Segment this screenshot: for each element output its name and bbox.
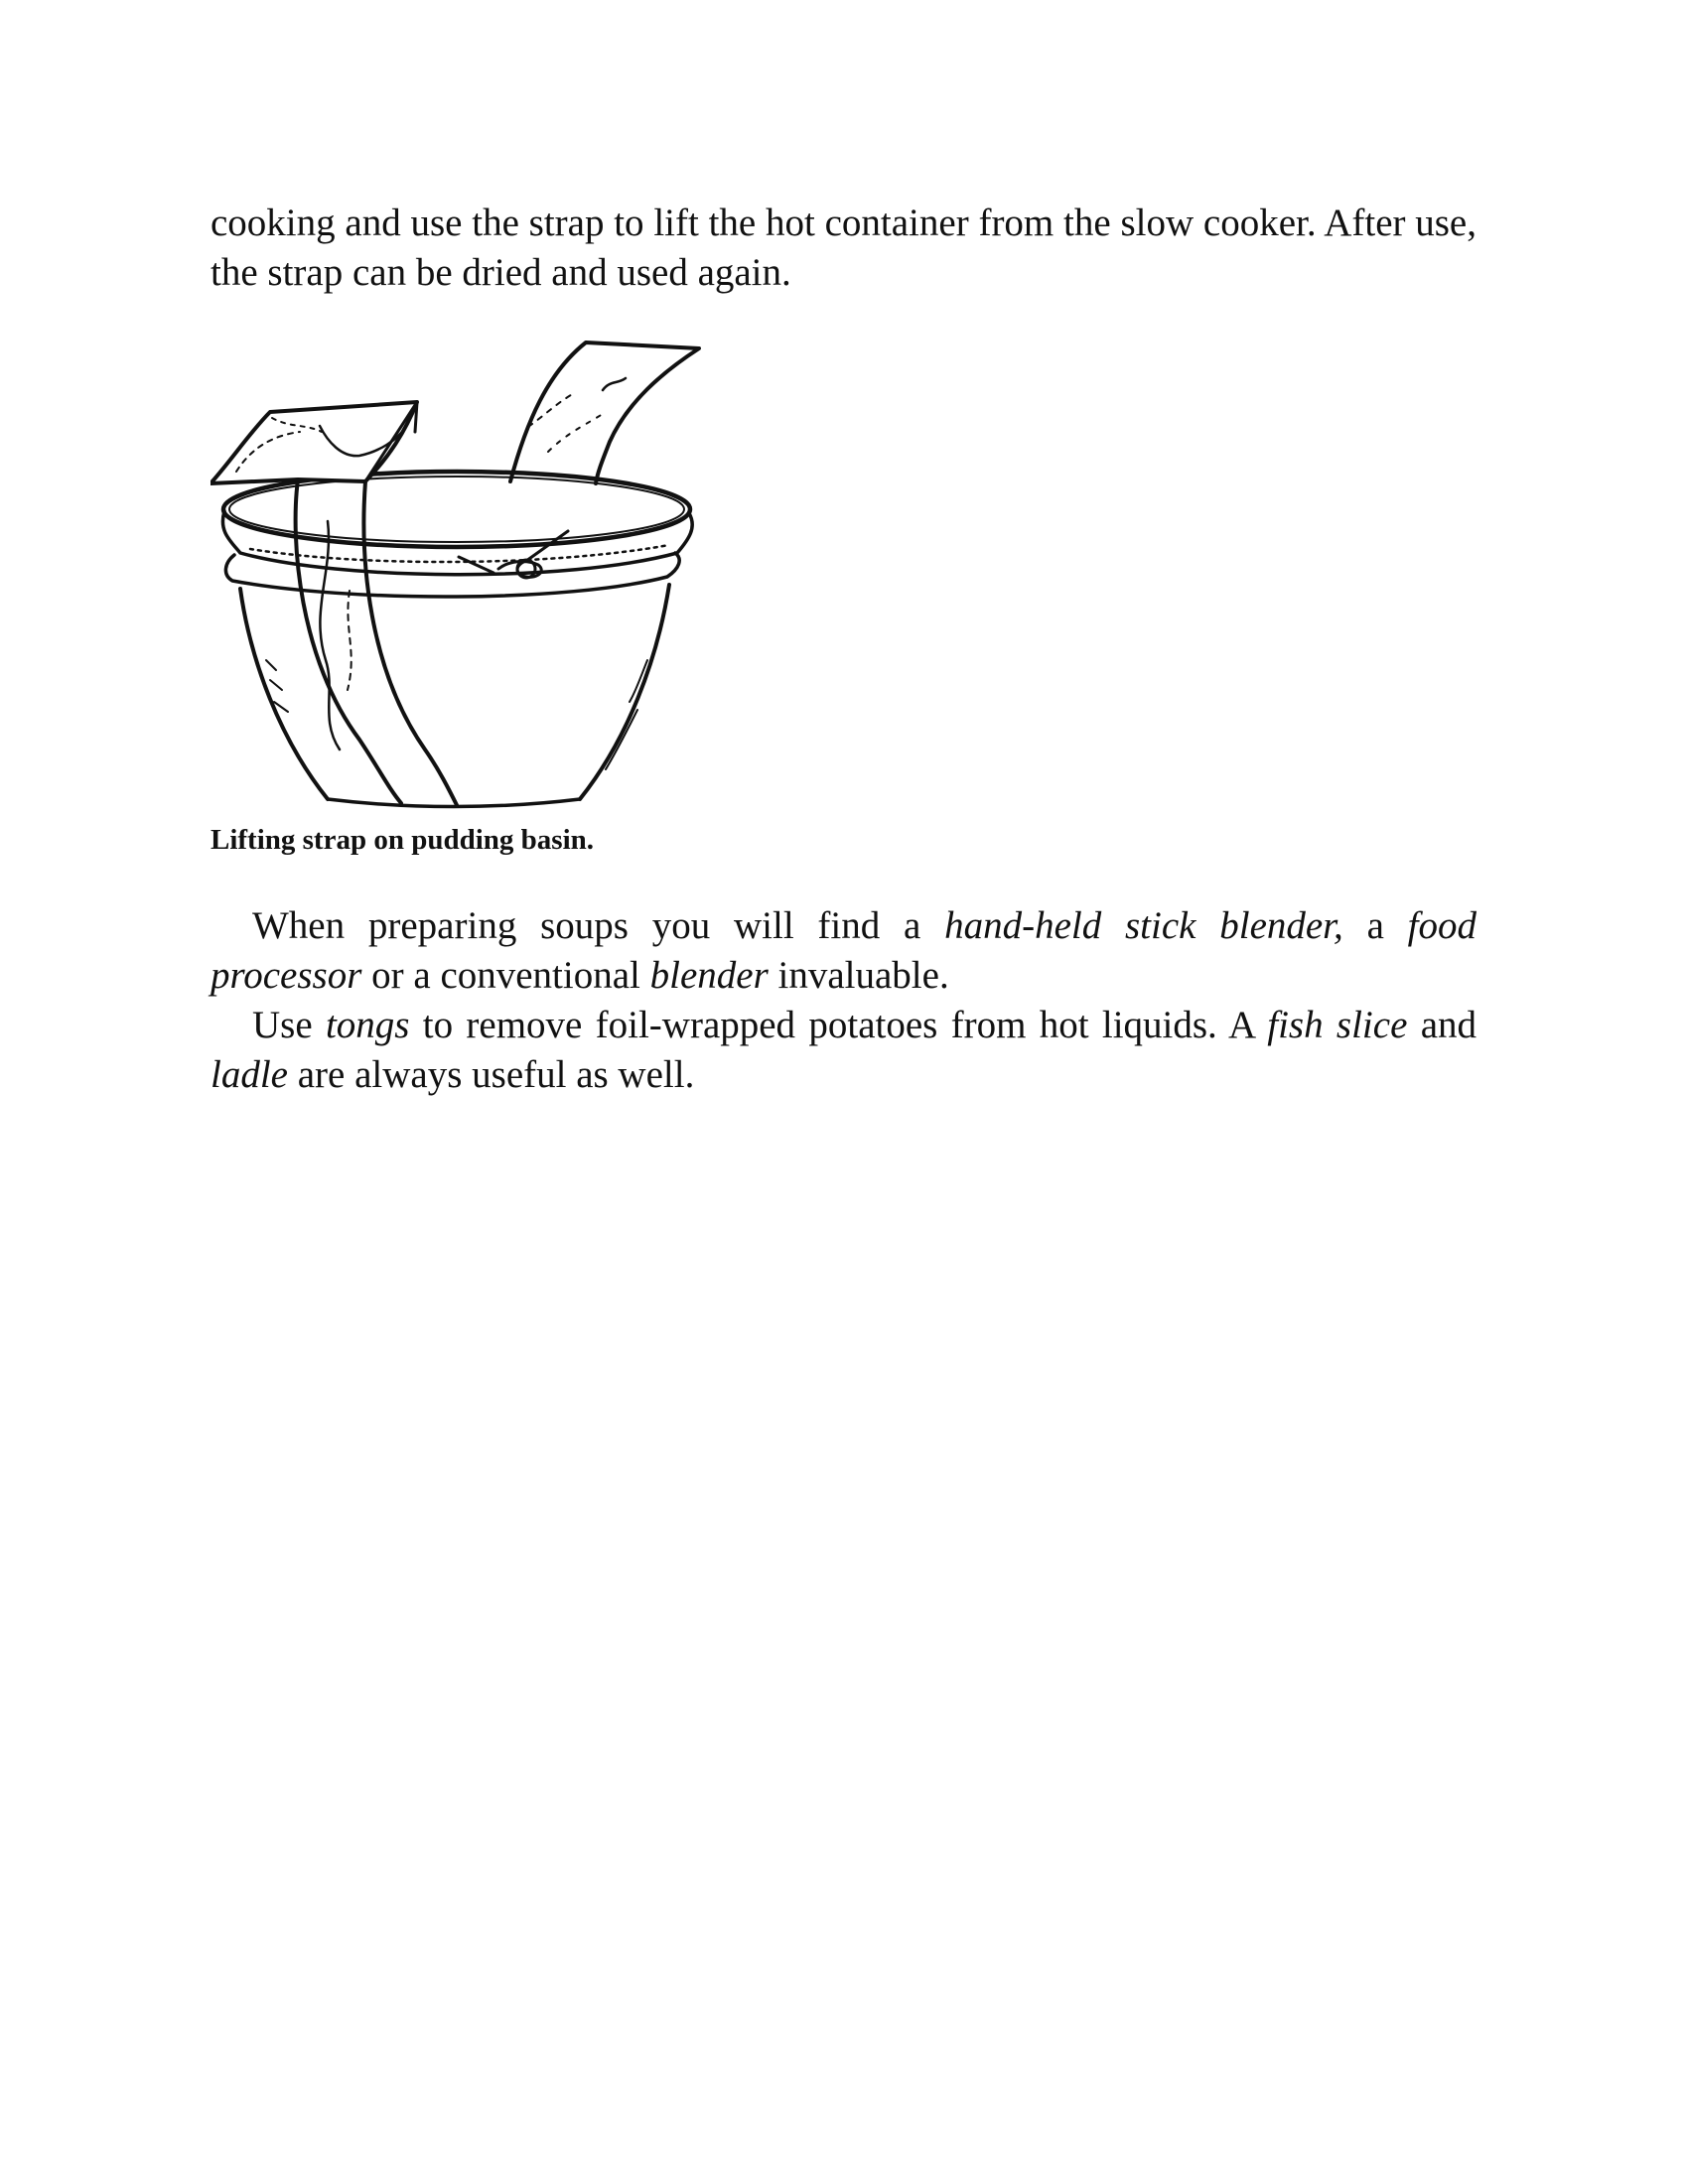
paragraph-text: Use — [252, 1004, 326, 1046]
italic-term: hand-held stick blender, — [944, 904, 1343, 947]
paragraph-soup-blenders — [211, 901, 1477, 1001]
italic-term: blender — [649, 954, 769, 997]
italic-term: tongs — [325, 1004, 410, 1046]
italic-term: fish slice — [1267, 1004, 1408, 1046]
paragraph-text: cooking and use the strap to lift the hot container from the slow cooker. After use, the strap can be dried and used again. — [211, 202, 1477, 294]
italic-term: food processor — [211, 904, 1477, 997]
italic-term: ladle — [211, 1053, 288, 1096]
paragraph-text: or a conventional — [361, 954, 650, 997]
paragraph-text: When preparing soups you will find a — [252, 904, 945, 947]
paragraph-text: to remove foil-wrapped potatoes from hot liquids. A — [409, 1004, 1268, 1046]
paragraph-text: a — [1342, 904, 1408, 947]
figure-lifting-strap — [211, 333, 707, 856]
paragraph-lifting-strap — [211, 199, 1477, 298]
pudding-basin-illustration — [211, 333, 707, 809]
paragraph-text: and — [1407, 1004, 1477, 1046]
figure-caption: Lifting strap on pudding basin. — [211, 824, 595, 856]
paragraph-text: are always useful as well. — [287, 1053, 695, 1096]
paragraph-text: invaluable. — [768, 954, 949, 997]
paragraph-tongs — [211, 1001, 1477, 1100]
